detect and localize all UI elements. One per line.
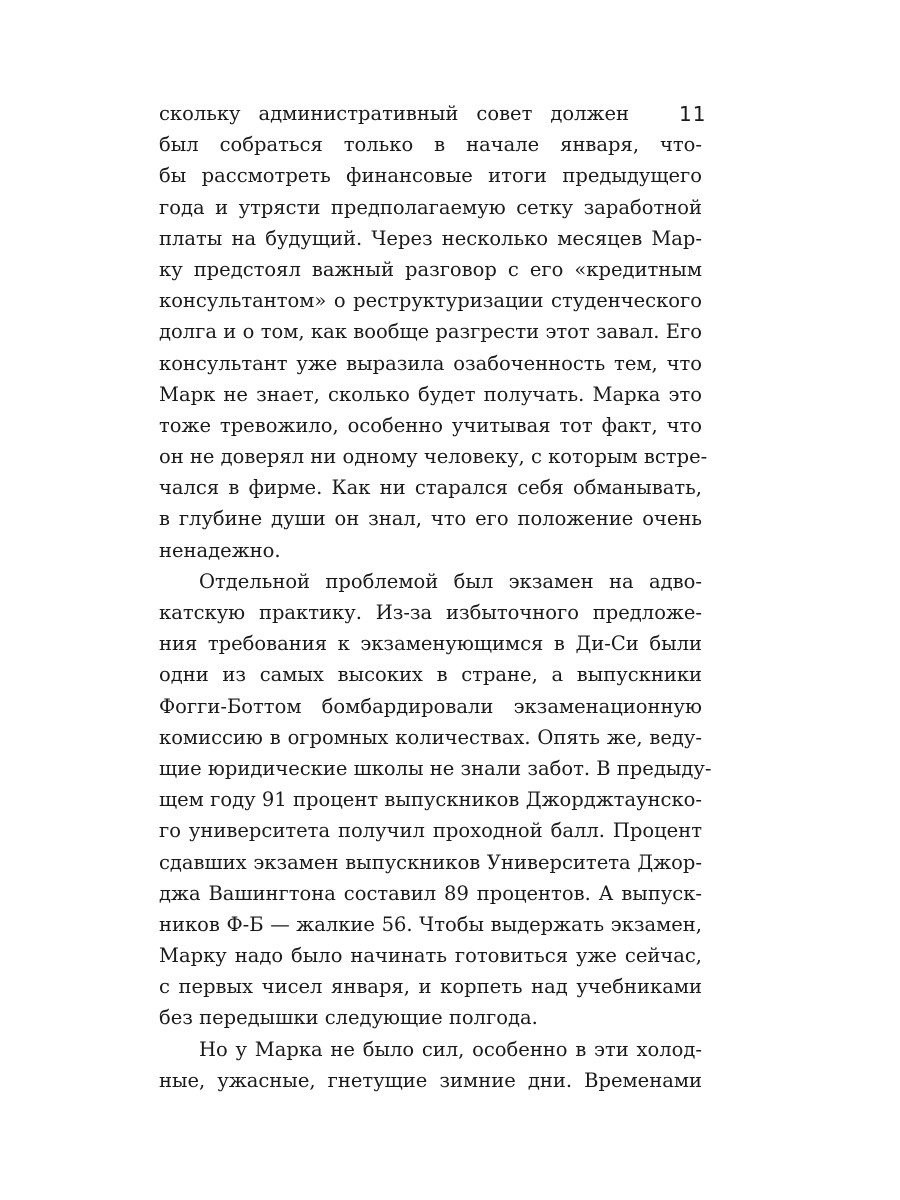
text-line: щие юридические школы не знали забот. В предыду- [159,756,712,780]
text-line: щем году 91 процент выпускников Джорджтаунско- [159,788,702,812]
text-line: с первых чисел января, и корпеть над учебниками [159,975,702,999]
text-line: джа Вашингтона составил 89 процентов. А выпуск- [159,881,702,905]
text-line: скольку административный совет должен [159,102,629,125]
text-line: был собраться только в начале января, что- [159,133,702,157]
text-line: сдавших экзамен выпускников Университета Джор- [159,850,702,874]
text-line: комиссию в огромных количествах. Опять же, веду- [159,725,702,749]
paragraph-start-line: Отдельной проблемой был экзамен на адво- [199,569,702,593]
text-line: долга и о том, как вообще разгрести этот завал. Его [159,320,702,344]
text-line: Марку надо было начинать готовиться уже сейчас, [159,944,702,968]
text-line: без передышки следующие полгода. [159,1006,538,1030]
text-line: платы на будущий. Через несколько месяцев Мар- [159,226,702,250]
text-line: ния требования к экзаменующимся в Ди-Си были [159,632,702,656]
text-line: ников Ф-Б — жалкие 56. Чтобы выдержать экзамен, [159,912,702,936]
text-line: он не доверял ни одному человеку, с которым встре- [159,445,708,469]
text-line: консультант уже выразила озабоченность тем, что [159,351,702,375]
text-line: бы рассмотреть финансовые итоги предыдущего [159,164,702,188]
text-line: ненадежно. [159,538,281,562]
text-line: тоже тревожило, особенно учитывая тот факт, что [159,413,702,437]
page-number: 11 [679,102,707,126]
text-line: ку предстоял важный разговор с его «кредитным [159,257,702,281]
text-line: ные, ужасные, гнетущие зимние дни. Временами [159,1068,702,1092]
text-line: в глубине души он знал, что его положение очень [159,507,702,531]
paragraph-start-line: Но у Марка не было сил, особенно в эти холод- [199,1037,702,1061]
text-line: чался в фирме. Как ни старался себя обманывать, [159,476,702,500]
text-line: консультантом» о реструктуризации студенческого [159,289,702,313]
text-line: года и утрясти предполагаемую сетку заработной [159,195,702,219]
body-text [159,98,712,1096]
text-line: го университета получил проходной балл. Процент [159,819,702,843]
text-line: Марк не знает, сколько будет получать. Марка это [159,382,702,406]
text-line: Фогги-Боттом бомбардировали экзаменационную [159,694,702,718]
text-line: одни из самых высоких в стране, а выпускники [159,663,702,687]
text-line: катскую практику. Из-за избыточного предложе- [159,601,702,624]
